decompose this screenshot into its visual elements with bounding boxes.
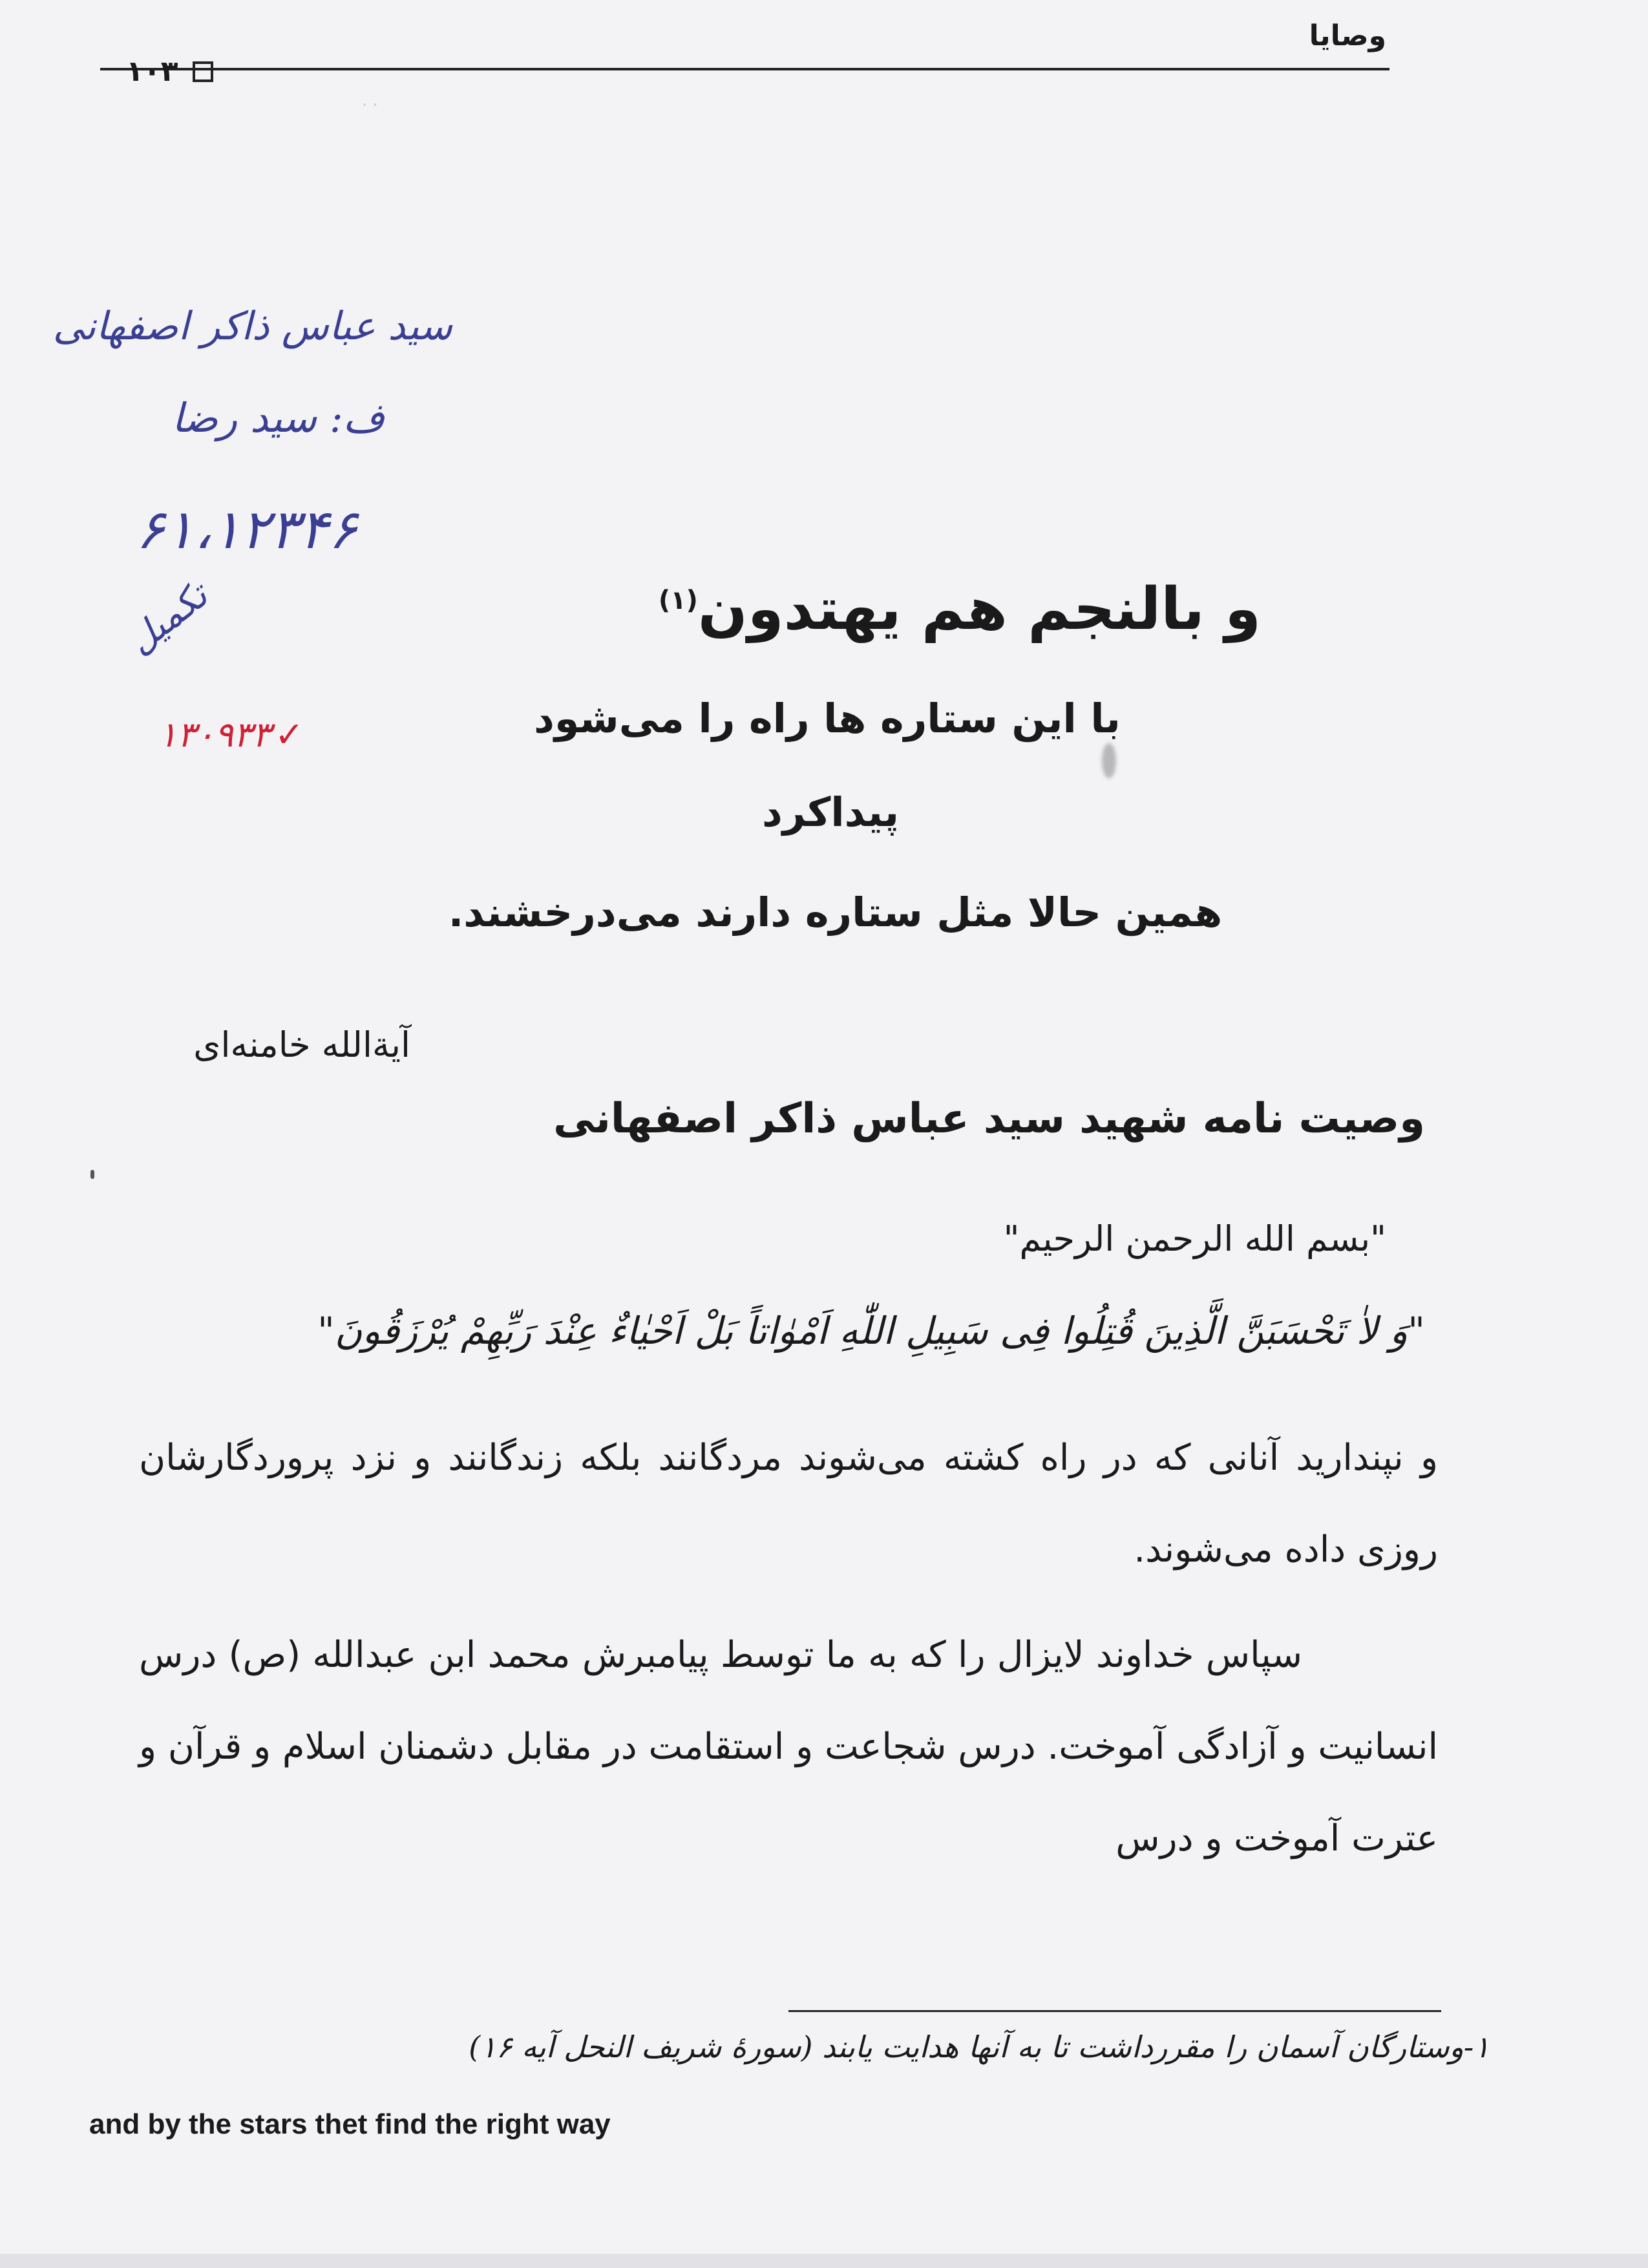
will-title: وصیت نامه شهید سید عباس ذاکر اصفهانی <box>553 1095 1425 1143</box>
handwritten-complete: تکمیل <box>119 574 216 662</box>
header-divider <box>100 68 1389 70</box>
verse-line-3: همین حالا مثل ستاره دارند می‌درخشند. <box>448 889 1223 936</box>
attribution: آیةالله خامنه‌ای <box>193 1024 410 1065</box>
page-number <box>126 55 213 88</box>
square-icon <box>193 61 213 82</box>
scan-smudge <box>1102 743 1116 778</box>
footnote-reference: (۱) <box>658 586 698 615</box>
page-number-text: ۱۰۳ <box>126 55 178 88</box>
footnote-divider <box>788 2010 1441 2012</box>
checkmark-icon: ✓ <box>275 714 304 755</box>
header-title: وصایا <box>1309 19 1386 52</box>
faint-scan-mark: · · <box>362 96 378 115</box>
verse-line-1: با این ستاره ها راه را می‌شود <box>534 695 1121 742</box>
verse-arabic: و بالنجم هم یهتدون <box>697 575 1262 643</box>
scan-bottom-edge <box>0 2254 1648 2268</box>
quran-verse: "وَ لاٰ تَحْسَبَنَّ الَّذِینَ قُتِلُوا فِی سَبِیلِ اللّٰهِ اَمْوٰاتاً بَلْ اَحْیٰاءٌ عِنْدَ رَبِّهِمْ یُرْزَقُونَ" <box>317 1309 1425 1353</box>
verse-heading <box>0 575 1648 643</box>
verse-line-2: پیداکرد <box>761 789 900 836</box>
handwritten-father: ف: سید رضا <box>171 394 385 441</box>
scan-dot <box>90 1170 94 1179</box>
paragraph-translation: و نپندارید آنانی که در راه کشته می‌شوند مردگانند بلکه زندگانند و نزد پروردگارشان روزی داده می‌شوند. <box>139 1437 1438 1571</box>
handwritten-code-text: ۱۳۰۹۳۳ <box>158 714 271 755</box>
english-translation: and by the stars thet find the right way <box>89 2108 611 2140</box>
paragraph-gratitude: سپاس خداوند لایزال را که به ما توسط پیامبرش محمد ابن عبدالله (ص) درس انسانیت و آزادگی آموخت. درس شجاعت و استقامت در مقابل دشمنان اسلام و قرآن و عترت آموخت و درس <box>139 1634 1438 1860</box>
bismillah: "بسم الله الرحمن الرحیم" <box>1003 1218 1386 1259</box>
handwritten-name: سید عباس ذاکر اصفهانی <box>52 304 452 349</box>
handwritten-number: ۶۱،۱۲۳۴۶ <box>136 498 357 561</box>
footnote: ۱-وستارگان آسمان را مقررداشت تا به آنها هدایت یابند (سورهٔ شریف النحل آیه ۱۶) <box>469 2030 1490 2064</box>
